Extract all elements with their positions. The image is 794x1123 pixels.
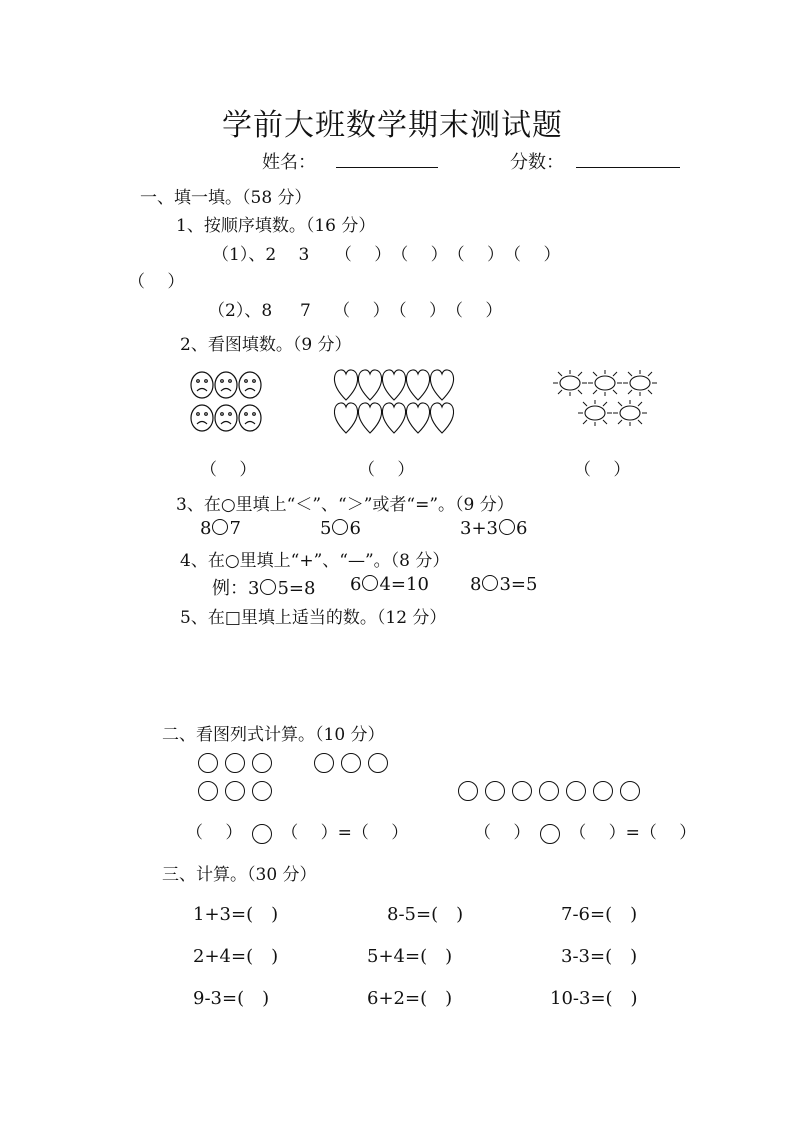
score-label: 分数： — [510, 152, 564, 173]
circle-icon — [252, 781, 272, 801]
heart-icon — [430, 403, 453, 433]
heart-icon — [382, 403, 405, 433]
calc-item[interactable]: 9-3=( ) — [193, 988, 270, 1009]
q2-blank-3[interactable]: （ ） — [574, 460, 631, 480]
q2-heading: 2、看图填数。（9 分） — [180, 335, 352, 355]
calc-item[interactable]: 1+3=( ) — [193, 904, 279, 925]
heart-icon — [334, 403, 357, 433]
blank[interactable]: （ ） — [186, 823, 243, 843]
answer-circle[interactable] — [212, 519, 228, 535]
q3-left: 8 — [200, 518, 212, 539]
circle-icon — [198, 781, 218, 801]
q1-heading: 1、按顺序填数。（16 分） — [176, 216, 376, 236]
sun-icon — [588, 370, 622, 396]
calc-item[interactable]: 7-6=( ) — [561, 904, 638, 925]
q1-row1-wrap: （ ） — [128, 272, 185, 292]
blank[interactable]: （ ） — [474, 823, 531, 843]
hearts-picture — [334, 368, 464, 440]
heart-icon — [406, 370, 429, 400]
score-field[interactable] — [510, 148, 680, 174]
circle-icon — [458, 781, 478, 801]
calc-item[interactable]: 10-3=( ) — [550, 988, 638, 1009]
q3-item-3 — [460, 518, 527, 539]
circle-icon — [620, 781, 640, 801]
circle-icon — [341, 753, 361, 773]
calc-item[interactable]: 2+4=( ) — [193, 946, 279, 967]
blank[interactable]: （ ） — [351, 823, 409, 843]
circle-icon — [252, 753, 272, 773]
part1-heading: 一、填一填。（58 分） — [140, 188, 312, 208]
circles-group-a — [198, 752, 272, 773]
q1-row1: （1）、2 3 （ ） （ ） （ ） （ ） — [212, 245, 561, 265]
sad-face-icon — [239, 405, 261, 431]
sad-face-icon — [215, 372, 237, 398]
circles-group-b — [314, 752, 388, 773]
sad-face-icon — [191, 372, 213, 398]
circle-icon — [512, 781, 532, 801]
answer-circle — [260, 579, 276, 595]
name-label: 姓名： — [262, 152, 316, 173]
name-field[interactable] — [262, 148, 438, 174]
name-underline — [336, 166, 438, 168]
sun-icon — [578, 400, 612, 426]
circles-group-c — [198, 780, 272, 801]
circle-icon — [368, 753, 388, 773]
circle-icon — [566, 781, 586, 801]
score-underline — [576, 166, 680, 168]
heart-icon — [358, 370, 381, 400]
q3-left: 3+3 — [460, 518, 498, 539]
sad-face-icon — [239, 372, 261, 398]
calc-item[interactable]: 8-5=( ) — [387, 904, 464, 925]
operator-circle[interactable] — [540, 824, 560, 844]
blank[interactable]: （ ） — [569, 823, 626, 843]
circle-icon — [314, 753, 334, 773]
q4-item-1: 6 4=10 — [350, 574, 429, 595]
blank[interactable]: （ ） — [639, 823, 697, 843]
q4-example: 例：3 5=8 — [212, 578, 316, 599]
answer-circle[interactable] — [332, 519, 348, 535]
circle-icon — [593, 781, 613, 801]
q2-blank-2[interactable]: （ ） — [358, 460, 415, 480]
q3-right: 6 — [516, 518, 528, 539]
sad-face-icon — [215, 405, 237, 431]
suns-picture — [550, 368, 662, 428]
heart-icon — [430, 370, 453, 400]
sad-face-icon — [191, 405, 213, 431]
q5-heading: 5、在□里填上适当的数。（12 分） — [180, 608, 447, 628]
circles-group-d — [458, 780, 640, 801]
heart-icon — [406, 403, 429, 433]
heart-icon — [358, 403, 381, 433]
part2-heading: 二、看图列式计算。（10 分） — [162, 725, 385, 745]
calc-item[interactable]: 6+2=( ) — [367, 988, 453, 1009]
q3-right: 6 — [349, 518, 361, 539]
q2-blank-1[interactable]: （ ） — [200, 460, 257, 480]
answer-circle[interactable] — [362, 575, 378, 591]
page-title: 学前大班数学期末测试题 — [222, 108, 563, 143]
calc-item[interactable]: 3-3=( ) — [561, 946, 638, 967]
blank[interactable]: （ ） — [281, 823, 338, 843]
q3-item-2 — [320, 518, 361, 539]
circle-icon — [539, 781, 559, 801]
heart-icon — [334, 370, 357, 400]
circle-icon — [485, 781, 505, 801]
q3-left: 5 — [320, 518, 332, 539]
sun-icon — [613, 400, 647, 426]
part2-equation-1: （ ） （ ）=（ ） — [186, 823, 409, 843]
heart-icon — [382, 370, 405, 400]
circle-icon — [225, 753, 245, 773]
sad-faces-picture — [188, 370, 278, 440]
answer-circle[interactable] — [499, 519, 515, 535]
circle-icon — [198, 753, 218, 773]
q4-item-2: 8 3=5 — [470, 574, 538, 595]
q1-row2: （2）、8 7 （ ） （ ） （ ） — [208, 301, 503, 321]
q3-heading: 3、在○里填上“＜”、“＞”或者“=”。（9 分） — [176, 495, 514, 515]
part3-heading: 三、计算。（30 分） — [162, 865, 317, 885]
operator-circle[interactable] — [252, 824, 272, 844]
sun-icon — [553, 370, 587, 396]
q3-right: 7 — [229, 518, 241, 539]
example-label: 例： — [212, 578, 248, 599]
q3-item-1 — [200, 518, 241, 539]
sun-icon — [623, 370, 657, 396]
part2-equation-2: （ ） （ ）=（ ） — [474, 823, 697, 843]
answer-circle[interactable] — [482, 575, 498, 591]
q4-heading: 4、在○里填上“+”、“—”。（8 分） — [180, 551, 450, 571]
calc-item[interactable]: 5+4=( ) — [367, 946, 453, 967]
circle-icon — [225, 781, 245, 801]
